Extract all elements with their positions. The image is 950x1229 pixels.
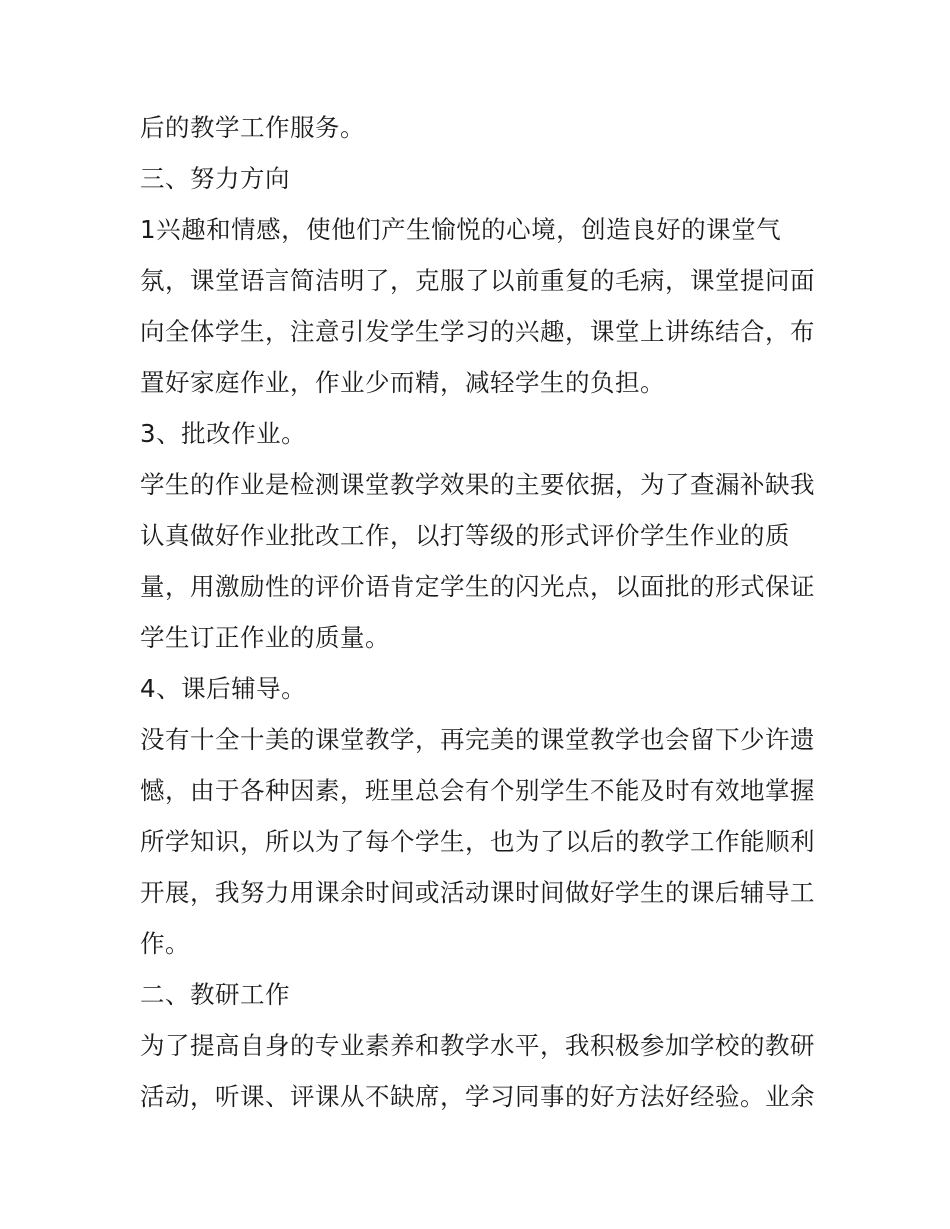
text-line: 为了提高自身的专业素养和教学水平，我积极参加学校的教研 [140,1031,815,1060]
subsection-heading: 3、批改作业。 [140,419,307,448]
text-line: 1兴趣和情感，使他们产生愉悦的心境，创造良好的课堂气 [140,215,782,244]
text-line: 学生订正作业的质量。 [140,623,390,652]
text-line: 所学知识，所以为了每个学生，也为了以后的教学工作能顺利 [140,827,815,856]
text-line: 向全体学生，注意引发学生学习的兴趣，课堂上讲练结合，布 [140,317,815,346]
text-line: 认真做好作业批改工作，以打等级的形式评价学生作业的质 [140,521,790,550]
text-line: 活动，听课、评课从不缺席，学习同事的好方法好经验。业余 [140,1082,815,1111]
subsection-heading: 4、课后辅导。 [140,674,307,703]
text-line: 开展，我努力用课余时间或活动课时间做好学生的课后辅导工 [140,878,815,907]
document-body [140,102,815,1122]
section-heading: 二、教研工作 [140,980,290,1009]
section-heading: 三、努力方向 [140,164,290,193]
text-line: 没有十全十美的课堂教学，再完美的课堂教学也会留下少许遗 [140,725,815,754]
text-line: 憾，由于各种因素，班里总会有个别学生不能及时有效地掌握 [140,776,815,805]
text-line: 学生的作业是检测课堂教学效果的主要依据，为了查漏补缺我 [140,470,815,499]
text-line: 氛，课堂语言简洁明了，克服了以前重复的毛病，课堂提问面 [140,266,815,295]
text-line: 量，用激励性的评价语肯定学生的闪光点，以面批的形式保证 [140,572,815,601]
text-line: 后的教学工作服务。 [140,113,365,142]
text-line: 作。 [140,929,190,958]
text-line: 置好家庭作业，作业少而精，减轻学生的负担。 [140,368,665,397]
